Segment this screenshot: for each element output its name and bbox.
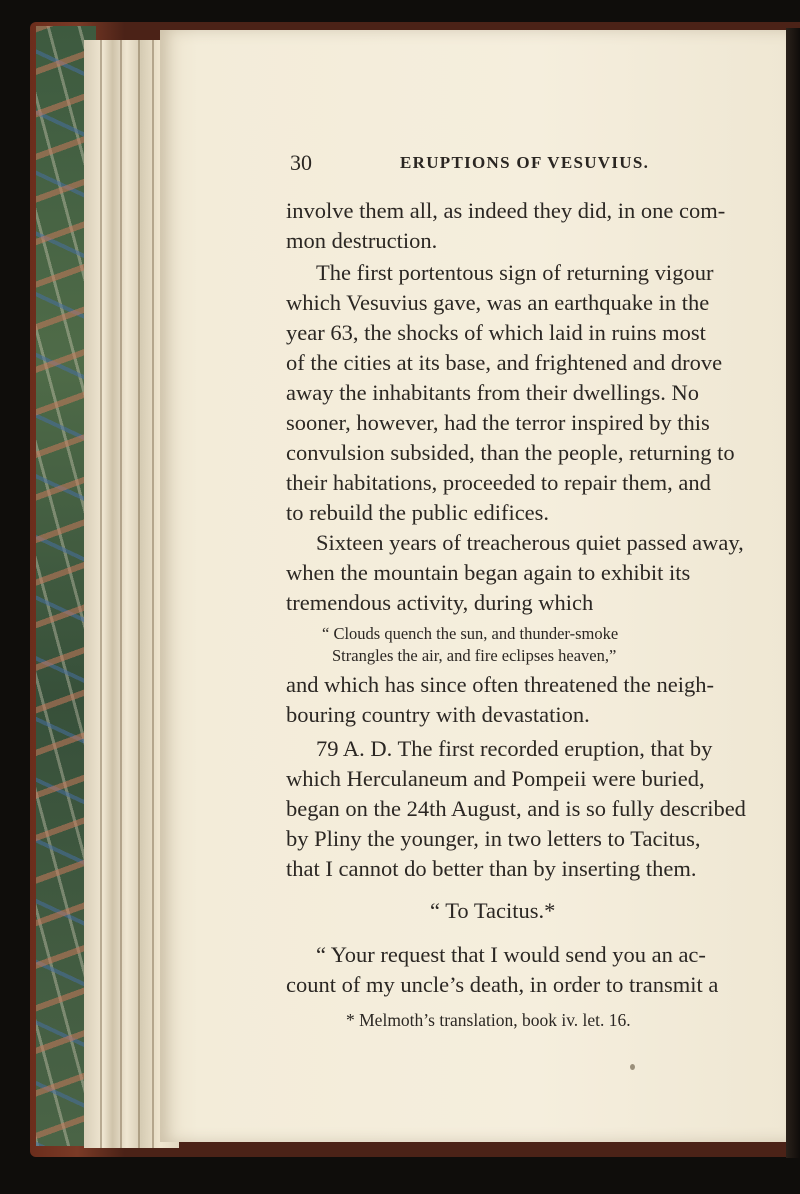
text-line: away the inhabitants from their dwellings. No (286, 380, 700, 405)
text-line: tremendous activity, during which (286, 590, 594, 615)
leaf-edge (152, 40, 154, 1148)
leaf-edge (138, 40, 140, 1148)
text-line: convulsion subsided, than the people, returning to (286, 440, 735, 465)
letter-heading: “ To Tacitus.* (430, 898, 556, 923)
text-line: that I cannot do better than by inserting them. (286, 856, 697, 881)
text-line: which Vesuvius gave, was an earthquake in the (286, 290, 710, 315)
text-line: when the mountain began again to exhibit its (286, 560, 691, 585)
text-line: which Herculaneum and Pompeii were buried, (286, 766, 705, 791)
text-line: sooner, however, had the terror inspired by this (286, 410, 710, 435)
text-line: Sixteen years of treacherous quiet passed away, (316, 530, 744, 555)
running-head: ERUPTIONS OF VESUVIUS. (400, 153, 650, 172)
text-line: began on the 24th August, and is so fully described (286, 796, 746, 821)
page-speck (630, 1064, 635, 1070)
footnote: * Melmoth’s translation, book iv. let. 16. (346, 1010, 631, 1030)
text-line: and which has since often threatened the neigh- (286, 672, 714, 697)
text-line: their habitations, proceeded to repair them, and (286, 470, 711, 495)
page-header (290, 150, 740, 182)
text-line: of the cities at its base, and frightened and drove (286, 350, 723, 375)
quote-line: “ Clouds quench the sun, and thunder-smoke (322, 624, 619, 643)
text-line: by Pliny the younger, in two letters to Tacitus, (286, 826, 701, 851)
text-line: to rebuild the public edifices. (286, 500, 550, 525)
text-line: 79 A. D. The first recorded eruption, that by (316, 736, 713, 761)
text-line: “ Your request that I would send you an ac- (316, 942, 706, 967)
text-line: count of my uncle’s death, in order to transmit a (286, 972, 719, 997)
leaf-edge (100, 40, 102, 1148)
page-shadow (786, 28, 800, 1158)
page-number: 30 (290, 150, 312, 175)
quote-line: Strangles the air, and fire eclipses heaven,” (332, 646, 617, 665)
text-line: bouring country with devastation. (286, 702, 590, 727)
text-line: The first portentous sign of returning vigour (316, 260, 714, 285)
text-line: involve them all, as indeed they did, in one com- (286, 198, 726, 223)
leaf-edge (120, 40, 122, 1148)
text-line: year 63, the shocks of which laid in ruins most (286, 320, 706, 345)
text-line: mon destruction. (286, 228, 438, 253)
